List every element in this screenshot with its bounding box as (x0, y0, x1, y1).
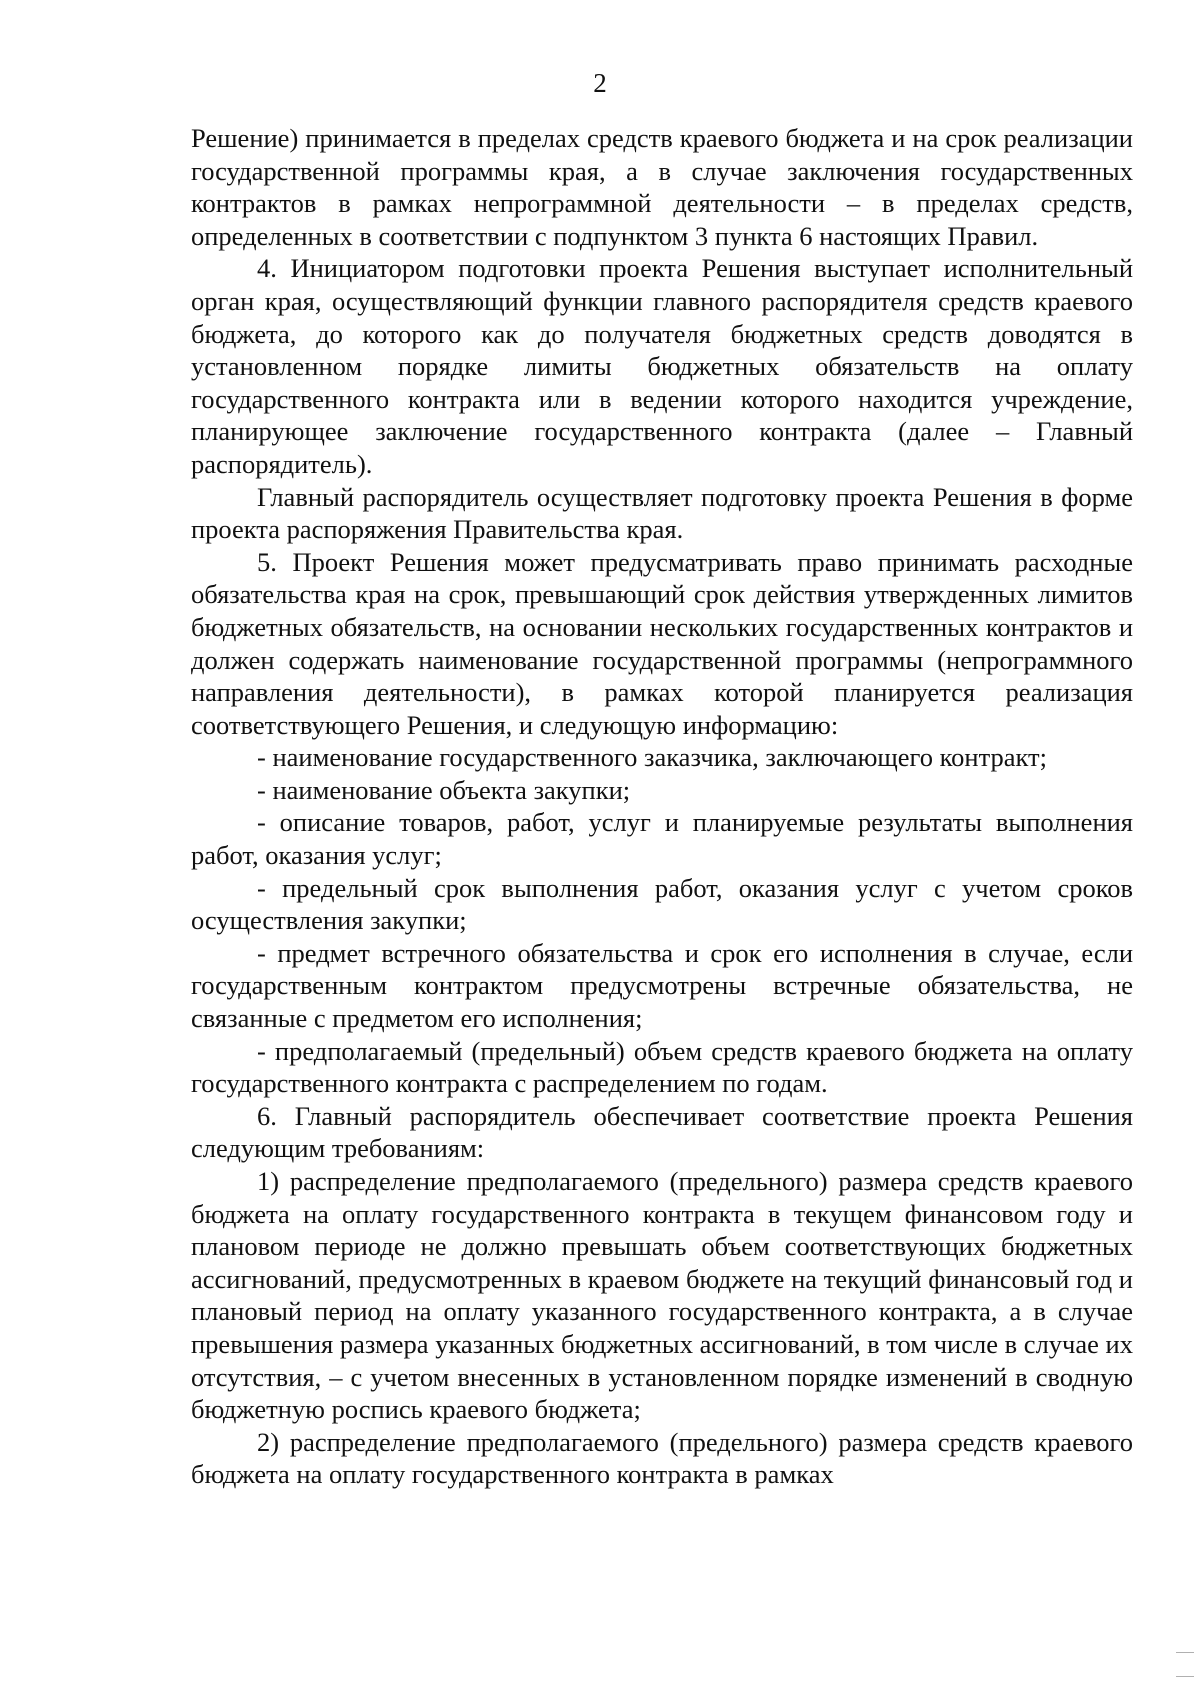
subitem-2: 2) распределение предполагаемого (предельного) размера средств краевого бюджета на оплату государственного контракта в рамках (191, 1426, 1133, 1490)
list-item-budget-volume: - предполагаемый (предельный) объем средств краевого бюджета на оплату государственного контракта с распределением по годам. (191, 1035, 1133, 1099)
scan-edge-mark (1176, 1676, 1194, 1677)
list-item-goods-description: - описание товаров, работ, услуг и планируемые результаты выполнения работ, оказания услуг; (191, 807, 1133, 871)
paragraph-item-4: 4. Инициатором подготовки проекта Решения выступает исполнительный орган края, осуществляющий функции главного распорядителя средств краевого бюджета, до которого как до получателя бюджетных средств доводятся в установленном порядке лимиты бюджетных обязательств на оплату государственного контракта или в ведении которого находится учреждение, планирующее заключение государственного контракта (далее – Главный распорядитель). (191, 253, 1133, 479)
subitem-1: 1) распределение предполагаемого (предельного) размера средств краевого бюджета на оплату государственного контракта в текущем финансовом году и плановом периоде не должно превышать объем соответствующих бюджетных ассигнований, предусмотренных в краевом бюджете на текущий финансовый год и плановый период на оплату указанного государственного контракта, а в случае превышения размера указанных бюджетных ассигнований, в том числе в случае их отсутствия, – с учетом внесенных в установленном порядке изменений в сводную бюджетную роспись краевого бюджета; (191, 1166, 1133, 1425)
document-body (191, 122, 1133, 1491)
paragraph-main-distributor: Главный распорядитель осуществляет подготовку проекта Решения в форме проекта распоряжения Правительства края. (191, 481, 1133, 545)
list-item-deadline: - предельный срок выполнения работ, оказания услуг с учетом сроков осуществления закупки; (191, 872, 1133, 936)
paragraph-item-5: 5. Проект Решения может предусматривать право принимать расходные обязательства края на срок, превышающий срок действия утвержденных лимитов бюджетных обязательств, на основании нескольких государственных контрактов и должен содержать наименование государственной программы (непрограммного направления деятельности), в рамках которой планируется реализация соответствующего Решения, и следующую информацию: (191, 546, 1133, 740)
page-number: 2 (593, 68, 607, 98)
list-item-customer-name: - наименование государственного заказчика, заключающего контракт; (257, 742, 1047, 773)
list-item-counter-obligation: - предмет встречного обязательства и срок его исполнения в случае, если государственным контрактом предусмотрены встречные обязательства, не связанные с предметом его исполнения; (191, 937, 1133, 1034)
paragraph-item-6: 6. Главный распорядитель обеспечивает соответствие проекта Решения следующим требованиям: (191, 1100, 1133, 1164)
paragraph-continuation: Решение) принимается в пределах средств краевого бюджета и на срок реализации государственной программы края, а в случае заключения государственных контрактов в рамках непрограммной деятельности – в пределах средств, определенных в соответствии с подпунктом 3 пункта 6 настоящих Правил. (191, 123, 1133, 251)
scan-edge-mark (1176, 1652, 1194, 1653)
list-item-procurement-object: - наименование объекта закупки; (257, 774, 631, 805)
